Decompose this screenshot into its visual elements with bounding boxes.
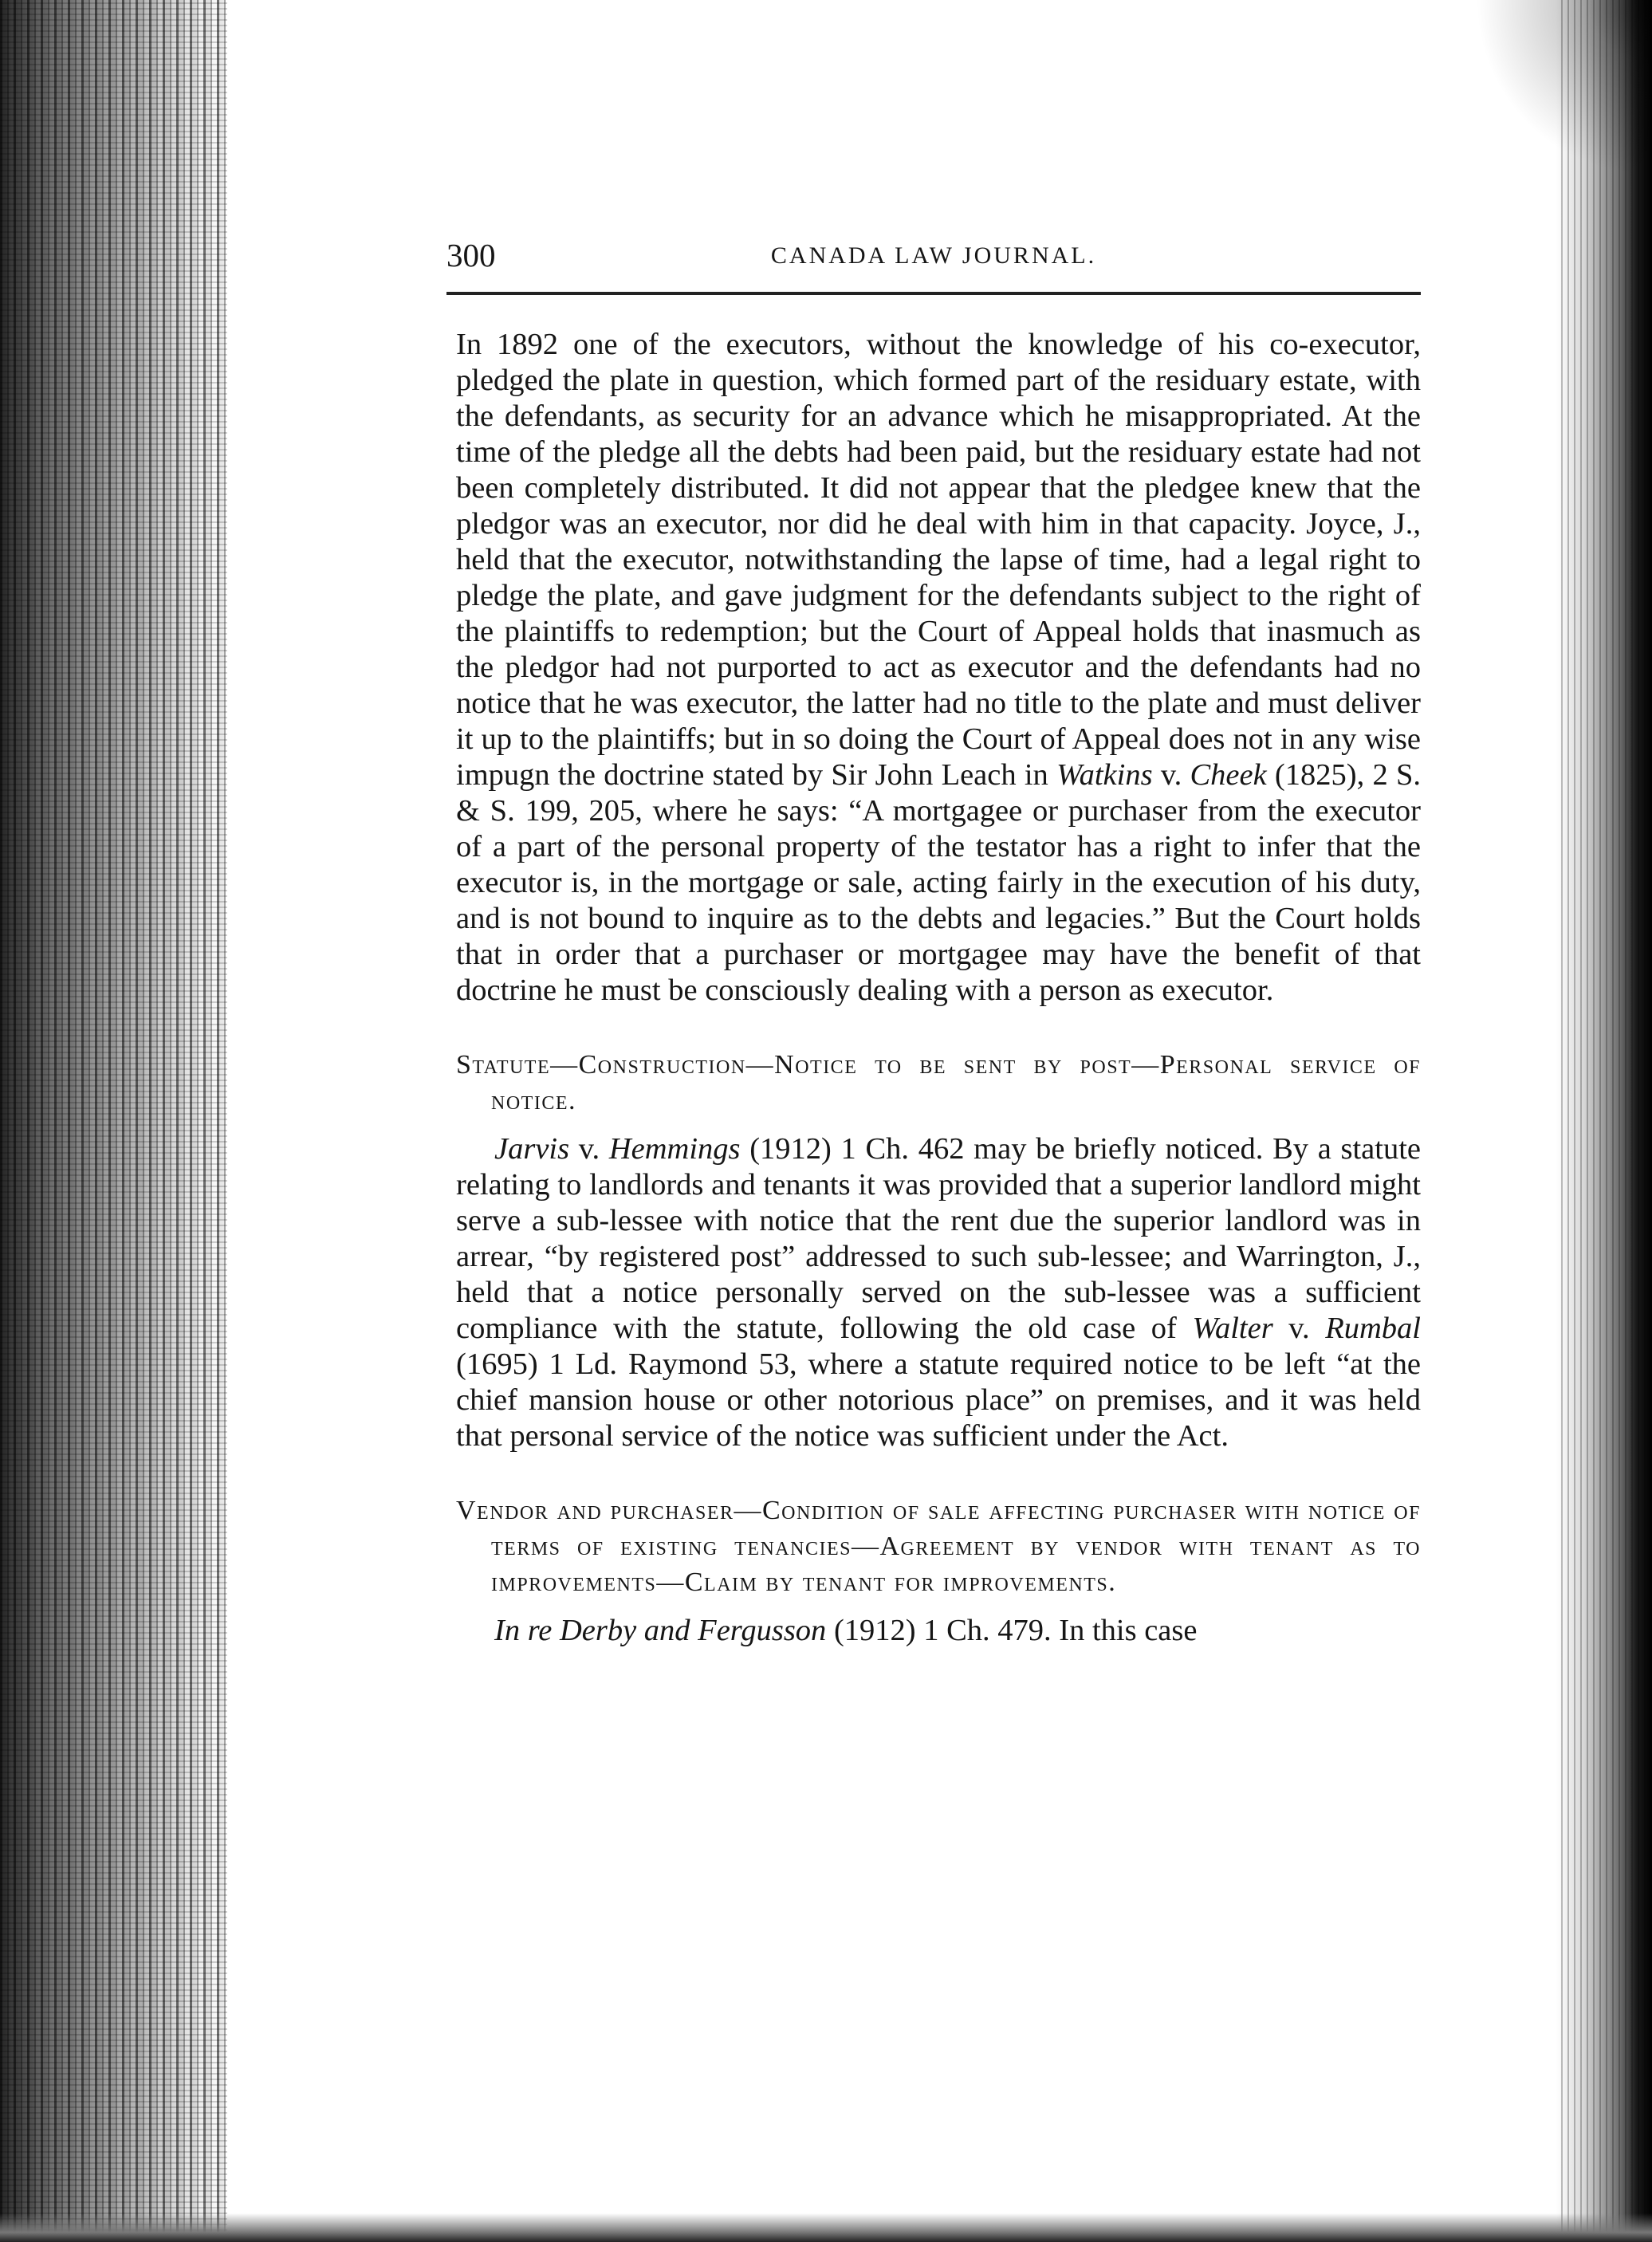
case-name: Jarvis: [494, 1132, 570, 1166]
section-heading-vendor-purchaser: Vendor and purchaser—Condition of sale affecting purchaser with notice of terms of existing tenancies—Agreement by vendor with tenant as to improvements—Claim by tenant for improvements.: [456, 1496, 1421, 1597]
article-body: [456, 327, 1421, 1649]
case-name: Cheek: [1190, 758, 1267, 792]
paragraph-text: (1695) 1 Ld. Raymond 53, where a statute required notice to be left “at the chief mansion house or other notorious place” on premises, and it was held that personal service of the notice was sufficient under the Act.: [456, 1347, 1421, 1453]
paragraph-text: (1912) 1 Ch. 479. In this case: [826, 1614, 1198, 1647]
paragraph-text: In 1892 one of the executors, without the knowledge of his co-executor, pledged the plate in question, which formed part of the residuary estate, with the defendants, as security for an advance which he misappropriated. At the time of the pledge all the debts had been paid, but the residuary estate had not been completely distributed. It did not appear that the pledgee knew that the pledgor was an executor, nor did he deal with him in that capacity. Joyce, J., held that the executor, notwithstanding the lapse of time, had a legal right to pledge the plate, and gave judgment for the defendants subject to the right of the plaintiffs to redemption; but the Court of Appeal holds that inasmuch as the pledgor had not purported to act as executor and the defendants had no notice that he was executor, the latter had no title to the plate and must deliver it up to the plaintiffs; but in so doing the Court of Appeal does not in any wise impugn the doctrine stated by Sir John Leach in: [456, 328, 1421, 792]
case-name: Rumbal: [1325, 1312, 1421, 1345]
paragraph-pledge-case: [456, 327, 1421, 1009]
paragraph-jarvis-case: [456, 1131, 1421, 1454]
scan-page-edge-bottom: [0, 2213, 1652, 2242]
versus: v.: [569, 1132, 609, 1166]
versus: v.: [1272, 1312, 1326, 1345]
header-rule: [446, 292, 1421, 295]
paragraph-derby-case: [456, 1613, 1421, 1649]
scan-binding-shadow-left: [0, 0, 227, 2242]
page-number: 300: [446, 237, 496, 273]
case-name: Hemmings: [608, 1132, 741, 1166]
paragraph-text: (1825), 2 S. & S. 199, 205, where he says: “A mortgagee or purchaser from the executor of a part of the personal property of the testator has a right to infer that the executor is, in the mortgage or sale, acting fairly in the execution of his duty, and is not bound to inquire as to the debts and legacies.” But the Court holds that in order that a purchaser or mortgagee may have the benefit of that doctrine he must be consciously dealing with a person as executor.: [456, 758, 1421, 1007]
case-name: In re Derby and Fergusson: [494, 1614, 827, 1647]
running-title: CANADA LAW JOURNAL.: [770, 242, 1097, 269]
case-name: Watkins: [1056, 758, 1153, 792]
section-heading-statute: Statute—Construction—Notice to be sent by post—Personal service of notice.: [456, 1050, 1421, 1115]
scan-corner-shadow: [1445, 0, 1652, 207]
page-header: [446, 236, 1421, 284]
scan-page-edge-right: [1556, 0, 1652, 2242]
versus: v.: [1152, 758, 1190, 792]
case-name: Walter: [1192, 1312, 1273, 1345]
paragraph-text: (1912) 1 Ch. 462 may be briefly noticed. By a statute relating to landlords and tenants it was provided that a superior landlord might serve a sub-lessee with notice that the rent due the superior landlord was in arrear, “by registered post” addressed to such sub-lessee; and Warrington, J., held that a notice personally served on the sub-lessee was a sufficient compliance with the statute, following the old case of: [456, 1132, 1421, 1345]
